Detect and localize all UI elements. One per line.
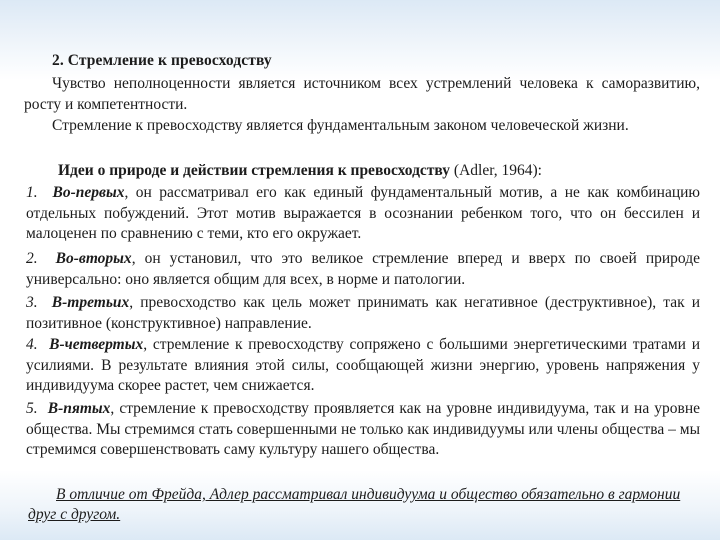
item-number: 1. bbox=[26, 184, 38, 201]
item-number: 5. bbox=[26, 400, 38, 417]
item-number: 4. bbox=[26, 336, 38, 353]
list-item bbox=[26, 293, 700, 334]
item-term: В-пятых bbox=[47, 400, 111, 417]
conclusion-text: В отличие от Фрейда, Адлер рассматривал индивидуума и общество обязательно в гармонии друг с другом. bbox=[28, 486, 681, 523]
item-text: , он рассматривал его как единый фундаментальный мотив, а не как комбинацию отдельных побуждений. Этот мотив выражается в осознании ребенком того, что он бессилен и малоценен по сравнению с теми, кто его окружает. bbox=[26, 184, 700, 242]
item-text: , превосходство как цель может принимать как негативное (деструктивное), так и позитивное (конструктивное) направление. bbox=[26, 294, 700, 332]
item-number: 3. bbox=[26, 294, 38, 311]
list-item bbox=[26, 335, 700, 397]
item-number: 2. bbox=[26, 250, 38, 267]
item-text: , стремление к превосходству проявляется как на уровне индивидуума, так и на уровне общества. Мы стремимся стать совершенными не только как индивидуумы или члены общества – мы стремимся совершенствовать саму культуру нашего общества. bbox=[26, 400, 701, 458]
item-term: В-третьих bbox=[51, 294, 130, 311]
list-item bbox=[26, 249, 700, 290]
item-text: , он установил, что это великое стремление вперед и вверх по своей природе универсально: оно является общим для всех, в норме и патологии. bbox=[26, 250, 701, 288]
list-item bbox=[26, 399, 700, 461]
list-item bbox=[26, 183, 700, 245]
item-term: В-четвертых bbox=[49, 336, 144, 353]
ideas-title-text: Идеи о природе и действии стремления к превосходству bbox=[58, 162, 451, 179]
item-term: Во-первых bbox=[52, 184, 125, 201]
paragraph-inferiority: Чувство неполноценности является источником всех устремлений человека к саморазвитию, росту и компетентности. bbox=[24, 75, 700, 113]
ideas-title-citation: (Adler, 1964): bbox=[450, 162, 542, 179]
section-heading: 2. Стремление к превосходству bbox=[52, 52, 272, 69]
paragraph-superiority: Стремление к превосходству является фундаментальным законом человеческой жизни. bbox=[52, 117, 629, 134]
item-text: , стремление к превосходству сопряжено с большими энергетическими тратами и усилиями. В результате влияния этой силы, сообщающей жизни энергию, уровень напряжения у индивидуума скорее растет, чем снижается. bbox=[26, 336, 700, 394]
item-term: Во-вторых bbox=[55, 250, 132, 267]
ideas-title bbox=[58, 162, 542, 180]
